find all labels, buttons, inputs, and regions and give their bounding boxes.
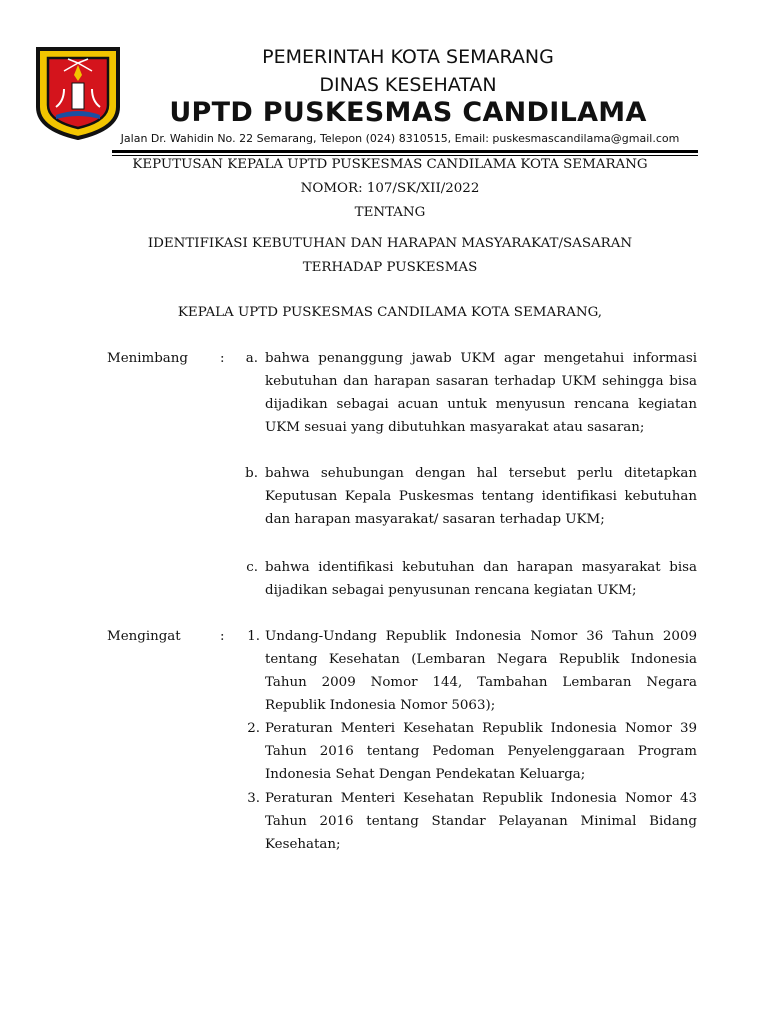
menimbang-item-text: bahwa identifikasi kebutuhan dan harapan masyarakat bisa dijadikan sebagai penyusunan rencana kegiatan UKM; xyxy=(265,560,697,598)
letterhead-divider-thick xyxy=(112,150,698,153)
mengingat-item-marker: 2. xyxy=(247,721,260,736)
letterhead-institution: UPTD PUSKESMAS CANDILAMA xyxy=(169,97,647,128)
mengingat-item-marker: 3. xyxy=(247,791,260,806)
decree-title: KEPUTUSAN KEPALA UPTD PUSKESMAS CANDILAMA KOTA SEMARANG xyxy=(132,157,648,172)
decree-issuer: KEPALA UPTD PUSKESMAS CANDILAMA KOTA SEMARANG, xyxy=(177,305,603,320)
decree-subject-line1: IDENTIFIKASI KEBUTUHAN DAN HARAPAN MASYARAKAT/SASARAN xyxy=(147,236,633,251)
mengingat-item-text: Undang-Undang Republik Indonesia Nomor 36 Tahun 2009 tentang Kesehatan (Lembaran Negara Republik Indonesia Tahun 2009 Nomor 144, Tambahan Lembaran Negara Republik Indonesia Nomor 5063); xyxy=(265,629,697,713)
letterhead-divider-thin xyxy=(112,155,698,156)
decree-about: TENTANG xyxy=(354,205,426,220)
menimbang-label: Menimbang xyxy=(107,351,188,366)
menimbang-colon: : xyxy=(220,351,225,366)
menimbang-item-marker: c. xyxy=(246,560,258,575)
semarang-city-emblem xyxy=(34,45,122,141)
menimbang-item-text: bahwa sehubungan dengan hal tersebut perlu ditetapkan Keputusan Kepala Puskesmas tentang identifikasi kebutuhan dan harapan masyarakat/ sasaran terhadap UKM; xyxy=(265,466,697,527)
mengingat-colon: : xyxy=(220,629,225,644)
mengingat-item-marker: 1. xyxy=(247,629,260,644)
letterhead-government: PEMERINTAH KOTA SEMARANG xyxy=(262,46,554,68)
mengingat-item-text: Peraturan Menteri Kesehatan Republik Indonesia Nomor 39 Tahun 2016 tentang Pedoman Penyelenggaraan Program Indonesia Sehat Dengan Pendekatan Keluarga; xyxy=(265,721,697,782)
menimbang-item-marker: a. xyxy=(245,351,258,366)
mengingat-label: Mengingat xyxy=(107,629,181,644)
mengingat-item-text: Peraturan Menteri Kesehatan Republik Indonesia Nomor 43 Tahun 2016 tentang Standar Pelayanan Minimal Bidang Kesehatan; xyxy=(265,791,697,852)
menimbang-item-text: bahwa penanggung jawab UKM agar mengetahui informasi kebutuhan dan harapan sasaran terhadap UKM sehingga bisa dijadikan sebagai acuan untuk menyusun rencana kegiatan UKM sesuai yang dibutuhkan masyarakat atau sasaran; xyxy=(265,351,697,435)
decree-subject-line2: TERHADAP PUSKESMAS xyxy=(302,260,478,275)
letterhead-department: DINAS KESEHATAN xyxy=(319,74,497,96)
menimbang-item-marker: b. xyxy=(245,466,258,481)
letterhead-address: Jalan Dr. Wahidin No. 22 Semarang, Telepon (024) 8310515, Email: puskesmascandilama@gmail.com xyxy=(120,132,680,145)
decree-number: NOMOR: 107/SK/XII/2022 xyxy=(300,181,480,196)
